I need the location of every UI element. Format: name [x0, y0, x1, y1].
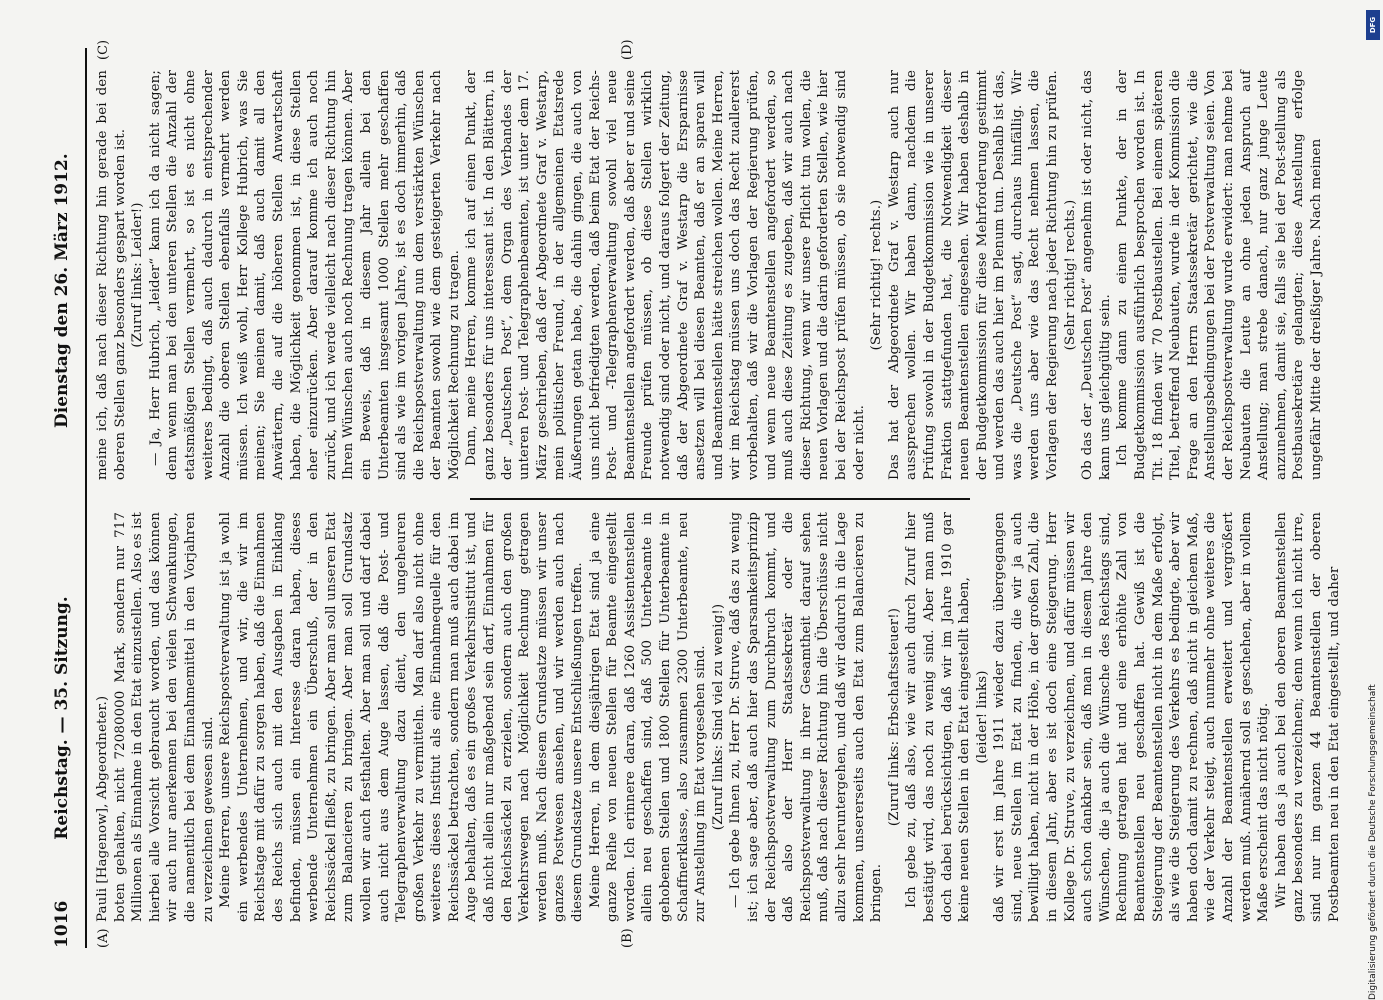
speaker-line: Pauli [Hagenow], Abgeordneter.) — [95, 695, 110, 922]
credit-text: Digitalisierung gefördert durch die Deutsche Forschungsgemeinschaft — [1368, 684, 1378, 1000]
paragraph: Wir haben das ja auch bei den oberen Beamtenstellen ganz besonders zu verzeichnen; denn wenn ich nicht irre, sind nur im ganzen 44 Beamtenstellen der oberen Postbeamten neu in den Etat eingestellt, und daher — [1273, 512, 1342, 922]
paragraph: Ich komme dann zu einem Punkte, der in der Budgetkommission ausführlich besprochen worden ist. In Tit. 18 finden wir 70 Postbaustellen. Bei einem späteren Titel, betreffend Neubauten, wurde in der Kommission die Frage an den Herrn Staatssekretär gerichtet, wie die Anstellungsbedingungen bei der Postverwaltung seien. Von der Reichspostverwaltung wurde erwidert: man nehme bei Neubauten die Leute an ohne jeden Anspruch auf Anstellung; man strebe danach, nur ganz junge Leute anzunehmen, damit sie, falls sie bei der Post-stellung als Postbausekretäre gelangten; diese Anstellung erfolge ungefähr Mitte der dreißiger Jahre. Nach meinen — [1115, 70, 1324, 480]
margin-a: (A) — [96, 928, 111, 948]
page-header — [52, 48, 82, 948]
header-date: Dienstag den 26. März 1912. — [52, 153, 72, 428]
paragraph: Ich gebe zu, daß also, wie wir auch durch Zuruf hier bestätigt wird, das noch zu wenig sind. Aber man muß doch dabei berücksichtigen, daß wir im Jahre 1910 gar keine neuen Stellen in den Etat eingestellt haben, — [904, 512, 973, 922]
paragraph: Meine Herren, in dem diesjährigen Etat sind ja eine ganze Reihe von neuen Stellen für Beamte eingestellt worden. Ich erinnere daran, daß 1260 Assistentenstellen allein neu geschaffen sind, daß 500 Unterbeamte in gehobenen Stellen und 1800 Stellen für Unterbeamte in Schaffnerklasse, also zusammen 2300 Unterbeamte, neu zur Anstellung im Etat vorgesehen sind. — [587, 512, 709, 922]
interjection: (leider! links) — [974, 670, 990, 764]
paragraph: Dann, meine Herren, komme ich auf einen Punkt, der ganz besonders für uns interessant ist. In den Blättern, in der „Deutschen Post“, dem Organ des Verbandes der unteren Post- und Telegraphenbeamten, ist unter dem 17. März geschrieben, daß der Abgeordnete Graf v. Westarp, mein politischer Freund, in der allgemeinen Etatsrede Äußerungen getan habe, die dahin gingen, die auch von uns nicht befriedigten werden, daß beim Etat der Reichs-Post- und -Telegraphenverwaltung sowohl viel neue Beamtenstellen angefordert werden, daß aber er und seine Freunde prüfen müssen, ob diese Stellen wirklich notwendig sind oder nicht, und daraus folgert der Zeitung, daß der Abgeordnete Graf v. Westarp die Ersparnisse ansetzen will bei diesen Beamten, daß er an sparen will und Beamtenstellen hätte streichen wollen. Meine Herren, wir im Reichstag müssen uns doch das Recht zuallererst vorbehalten, daß wir die Vorlagen der Regierung prüfen, und wenn neue Beamtenstellen angefordert werden, so muß auch diese Zeitung es zugeben, daß wir auch nach dieser Richtung, wenn wir unsere Pflicht tun wollen, die neuen Vorlagen und die darin geforderten Stellen, wie hier bei der Reichspost prüfen müssen, ob sie notwendig sind oder nicht. — [464, 70, 867, 480]
dfg-logo: DFG — [1366, 10, 1380, 40]
paragraph: — Ja, Herr Hubrich, „leider“ kann ich da nicht sagen; denn wenn man bei den unteren Stellen die Anzahl der etatsmäßigen Stellen vermehrt, so ist es nicht ohne weiteres bedingt, daß auch dadurch in entsprechender Anzahl die oberen Stellen ebenfalls vermehrt werden müssen. Ich weiß wohl, Herr Kollege Hubrich, was Sie meinen; Sie meinen damit, daß auch damit all den Anwärtern, die auf die höheren Stellen Anwartschaft haben, die Möglichkeit genommen ist, in diese Stellen eher einzurücken. Aber darauf komme ich auch noch zurück, und ich werde vielleicht nach dieser Richtung hin Ihren Wünschen auch noch Rechnung tragen können. Aber ein Beweis, daß in diesem Jahr allein bei den Unterbeamten insgesamt 1000 Stellen mehr geschaffen sind als wie im vorigen Jahre, ist es doch immerhin, daß die Reichspostverwaltung nun dem verstärkten Wünschen der Beamten sowohl wie dem gesteigerten Verkehr nach Möglichkeit Rechnung zu tragen. — [147, 70, 462, 480]
paragraph: Ob das der „Deutschen Post“ angenehm ist oder nicht, das kann uns gleichgültig sein. — [1080, 70, 1113, 480]
paragraph: boten gehalten, nicht 72080000 Mark, sondern nur 717 Millionen als Einnahme in den Etat einzustellen. Also es ist hierbei alle Vorsicht gebraucht worden, und das können wir auch nur anerkennen bei den vielen Schwankungen, die namentlich bei dem Einnahmemittel in den Vorjahren zu verzeichnen gewesen sind. — [112, 512, 216, 922]
column-divider — [470, 498, 970, 500]
text-column-left — [94, 512, 1342, 922]
text-column-right — [94, 70, 1324, 480]
interjection: (Sehr richtig! rechts.) — [869, 199, 885, 351]
paragraph: Meine Herren, unsere Reichspostverwaltung ist ja wohl ein werbendes Unternehmen, und wir, die wir im Reichstage mit dafür zu sorgen haben, daß die Einnahmen des Reichs sich auch mit den Ausgaben in Einklang befinden, müssen ein Interesse daran haben, dieses werbende Unternehmen ein Überschuß, der in den Reichssäckel fließt, zu bringen. Aber man soll unseren Etat zum Balancieren zu bringen. Aber man soll Grundsatz wollen wir auch festhalten. Aber man soll und darf dabei auch nicht aus dem Auge lassen, daß die Post- und Telegraphenverwaltung dazu dient, den ungeheuren großen Verkehr zu vermitteln. Man darf also nicht ohne weiteres dieses Institut als eine Einnahmequelle für den Reichssäckel betrachten, sondern man muß auch dabei im Auge behalten, daß es ein großes Verkehrsinstitut ist, und daß nicht allein nur maßgebend sein darf, Einnahmen für den Reichssäckel zu erzielen, sondern auch den großen Verkehrswegen nach Möglichkeit Rechnung getragen werden muß. Nach diesem Grundsatze müssen wir unser ganzes Postwesen ansehen, und wir werden auch nach diesem Grundsatze unsere Entschließungen treffen. — [218, 512, 586, 922]
margin-c: (C) — [96, 39, 111, 60]
digitization-credit — [1368, 10, 1382, 1000]
interjection: (Sehr richtig! rechts.) — [1062, 199, 1078, 351]
paragraph: Das hat der Abgeordnete Graf v. Westarp auch nur aussprechen wollen. Wir haben dann, nachdem die Prüfung sowohl in der Budgetkommission wie in unserer Fraktion stattgefunden hat, die Notwendigkeit dieser neuen Beamtenstellen eingesehen. Wir haben deshalb in der Budgetkommission für diese Mehrforderung gestimmt und werden das auch hier im Plenum tun. Deshalb ist das, was die „Deutsche Post“ sagt, durchaus hinfällig. Wir werden uns aber wie das Recht nehmen lassen, die Vorlagen der Regierung nach jeder Richtung hin zu prüfen. — [886, 70, 1061, 480]
interjection: (Zuruf links: Erbschaftssteuer!) — [886, 607, 902, 827]
margin-b: (B) — [620, 928, 635, 948]
paragraph: daß wir erst im Jahre 1911 wieder dazu übergegangen sind, neue Stellen im Etat zu finden, die wir ja auch bewilligt haben, nicht in der Höhe, in der großen Zahl, die in diesem Jahr, aber es ist doch eine Steigerung. Herr Kollege Dr. Struve, zu verzeichnen, und dafür müssen wir auch schon dankbar sein, daß man in diesem Jahre den Wünschen, die ja auch die Wünsche des Reichstags sind, Rechnung getragen hat und eine erhöhte Zahl von Beamtenstellen neu geschaffen hat. Gewiß ist die Steigerung der Beamtenstellen nicht in dem Maße erfolgt, als wie die Steigerung des Verkehrs es bedingte, aber wir haben doch damit zu rechnen, daß nicht in gleichem Maß, wie der Verkehr steigt, auch nunmehr ohne weiteres die Anzahl der Beamtenstellen erweitert und vergrößert werden muß. Annähernd soll es geschehen, aber in vollem Maße erscheint das nicht nötig. — [992, 512, 1272, 922]
margin-d: (D) — [620, 39, 635, 60]
interjection: (Zuruf links: Leider!) — [130, 202, 146, 348]
header-chamber: Reichstag. — 35. Sitzung. — [52, 596, 72, 840]
header-rule — [85, 48, 87, 948]
interjection: (Zuruf links: Sind viel zu wenig!) — [710, 603, 726, 831]
paragraph: meine ich, daß nach dieser Richtung hin gerade bei den oberen Stellen ganz besonders gespart worden ist. — [95, 70, 128, 480]
paragraph: — Ich gebe Ihnen zu, Herr Dr. Struve, daß das zu wenig ist; ich sage aber, daß auch hier das Sparsamkeitsprinzip der Reichspostverwaltung zum Durchbruch kommt, und daß also der Herr Staatssekretär oder die Reichspostverwaltung in ihrer Gesamtheit darauf sehen muß, daß nach dieser Richtung hin die Überschüsse nicht allzu sehr heruntergehen, und daß wir dadurch in die Lage kommen, unsererseits auch den Etat zum Balancieren zu bringen. — [728, 512, 885, 922]
page-number: 1016 — [52, 900, 72, 948]
